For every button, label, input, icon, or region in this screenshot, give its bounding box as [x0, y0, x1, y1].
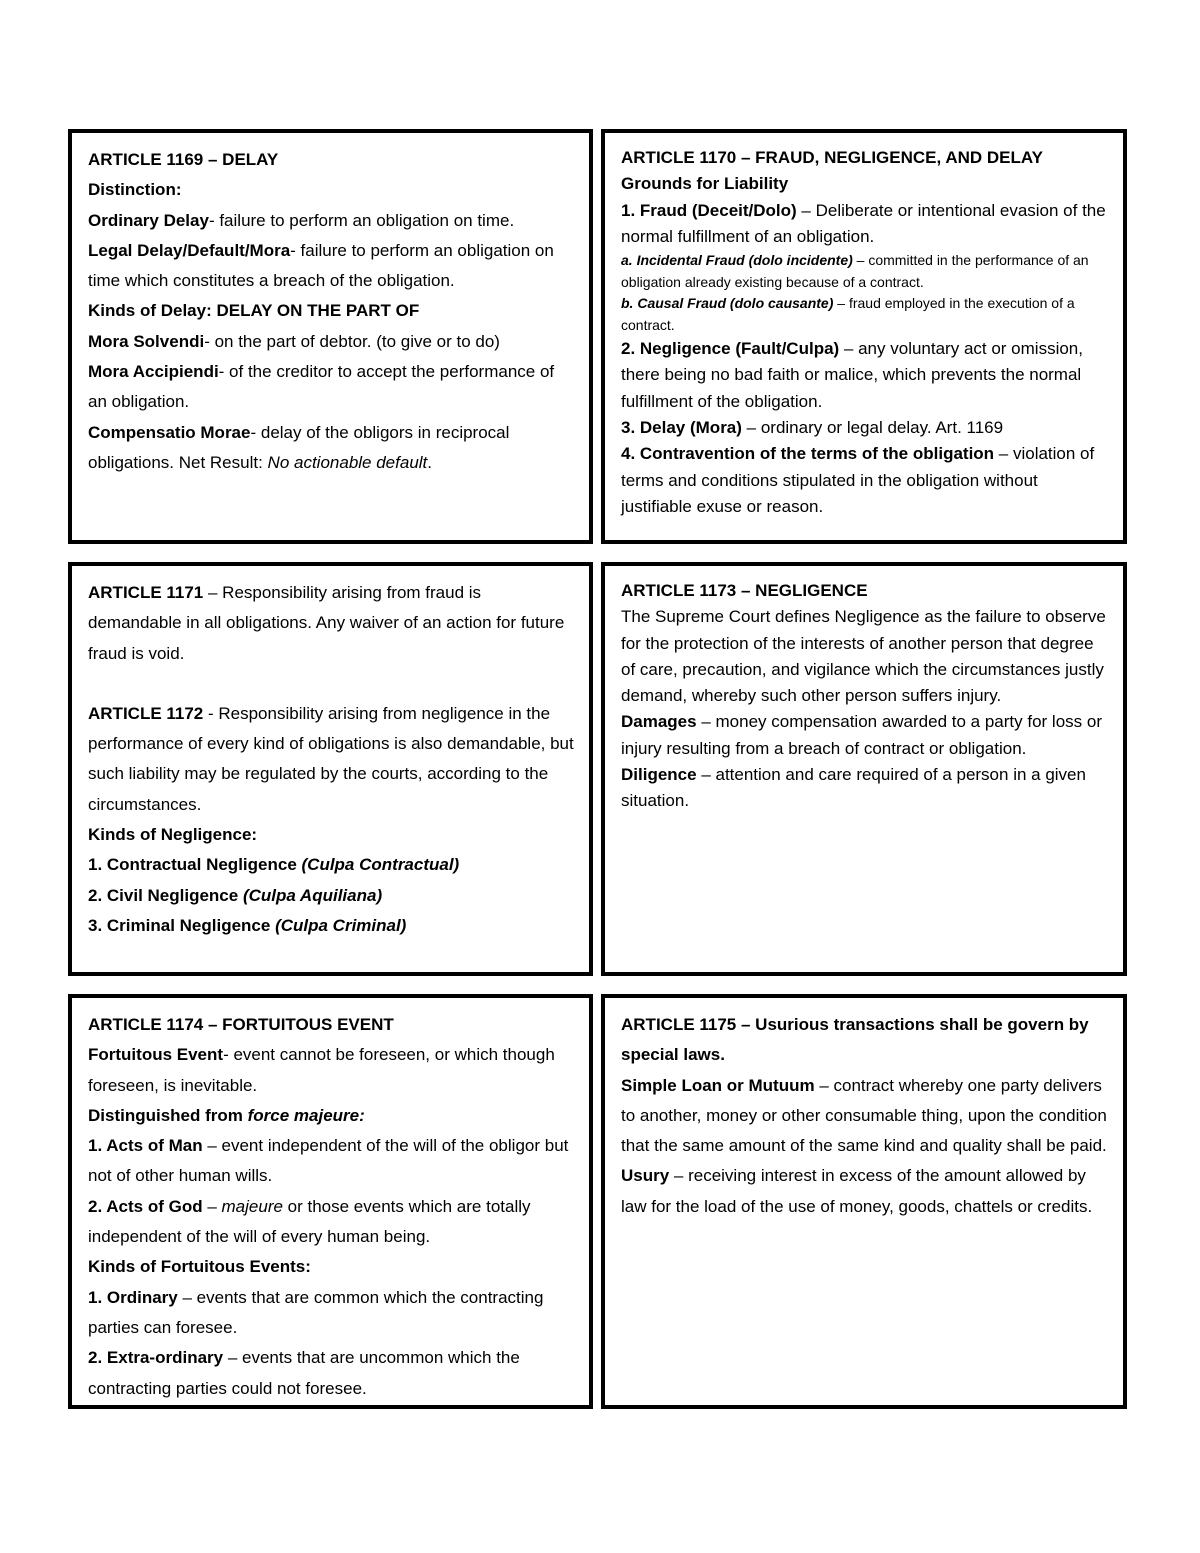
fortuitous-event-entry: Fortuitous Event- event cannot be foreseen, or which though foreseen, is inevitable. [88, 1045, 555, 1095]
causal-fraud-entry: b. Causal Fraud (dolo causante) – fraud employed in the execution of a contract. [621, 295, 1075, 333]
distinguished-label: Distinguished from force majeure: [88, 1105, 365, 1125]
contravention-entry: 4. Contravention of the terms of the obligation – violation of terms and conditions stipulated in the obligation without justifiable exuse or reason. [621, 444, 1095, 516]
usury-entry: Usury – receiving interest in excess of the amount allowed by law for the load of the use of money, goods, chattels or credits. [621, 1166, 1093, 1216]
spacer [88, 669, 575, 699]
legal-delay-entry: Legal Delay/Default/Mora- failure to perform an obligation on time which constitutes a breach of the obligation. [88, 240, 554, 291]
negligence-entry: 2. Negligence (Fault/Culpa) – any voluntary act or omission, there being no bad faith or malice, which prevents the normal fulfillment of the obligation. [621, 339, 1083, 411]
negligence-definition: The Supreme Court defines Negligence as the failure to observe for the protection of the interests of another person that degree of care, precaution, and vigilance which the circumstances justly demand, whereby such other person suffers injury. [621, 607, 1106, 706]
compensatio-morae-entry: Compensatio Morae- delay of the obligors in reciprocal obligations. Net Result: No actionable default. [88, 422, 510, 472]
article-1171-text: ARTICLE 1171 – Responsibility arising from fraud is demandable in all obligations. Any waiver of an action for future fraud is void. [88, 583, 565, 663]
article-1173-heading: ARTICLE 1173 – NEGLIGENCE [621, 581, 868, 600]
acts-of-man-entry: 1. Acts of Man – event independent of the will of the obligor but not of other human wills. [88, 1136, 569, 1186]
kinds-of-negligence-label: Kinds of Negligence: [88, 825, 258, 845]
criminal-negligence-item: 3. Criminal Negligence (Culpa Criminal) [88, 915, 407, 935]
civil-negligence-item: 2. Civil Negligence (Culpa Aquiliana) [88, 885, 383, 905]
acts-of-god-entry: 2. Acts of God – majeure or those events which are totally independent of the will of every human being. [88, 1196, 531, 1247]
contractual-negligence-item: 1. Contractual Negligence (Culpa Contractual) [88, 855, 460, 875]
delay-entry: 3. Delay (Mora) – ordinary or legal delay. Art. 1169 [621, 418, 1004, 438]
mutuum-entry: Simple Loan or Mutuum – contract whereby one party delivers to another, money or other consumable thing, upon the condition that the same amount of the same kind and quality shall be paid. [621, 1075, 1107, 1156]
article-1170-heading: ARTICLE 1170 – FRAUD, NEGLIGENCE, AND DELAY [621, 148, 1043, 167]
distinction-label: Distinction: [88, 180, 182, 200]
article-1169-heading: ARTICLE 1169 – DELAY [88, 150, 279, 169]
article-1169-card [68, 129, 593, 544]
grounds-label: Grounds for Liability [621, 174, 789, 194]
article-1172-text: ARTICLE 1172 - Responsibility arising from negligence in the performance of every kind of obligations is also demandable, but such liability may be regulated by the courts, according to the circumstances. [88, 703, 574, 814]
article-1170-card [601, 129, 1127, 544]
ordinary-event-entry: 1. Ordinary – events that are common which the contracting parties can foresee. [88, 1287, 544, 1337]
article-1174-card [68, 994, 593, 1409]
incidental-fraud-entry: a. Incidental Fraud (dolo incidente) – committed in the performance of an obligation already existing because of a contract. [621, 252, 1089, 290]
article-1174-heading: ARTICLE 1174 – FORTUITOUS EVENT [88, 1015, 394, 1034]
kinds-of-fortuitous-label: Kinds of Fortuitous Events: [88, 1257, 311, 1277]
article-1171-1172-card [68, 562, 593, 976]
ordinary-delay-entry: Ordinary Delay- failure to perform an obligation on time. [88, 210, 515, 230]
article-1175-card [601, 994, 1127, 1409]
fraud-entry: 1. Fraud (Deceit/Dolo) – Deliberate or intentional evasion of the normal fulfillment of an obligation. [621, 200, 1106, 246]
mora-accipiendi-entry: Mora Accipiendi- of the creditor to accept the performance of an obligation. [88, 362, 555, 412]
diligence-entry: Diligence – attention and care required of a person in a given situation. [621, 765, 1086, 811]
article-1175-heading: ARTICLE 1175 – Usurious transactions shall be govern by special laws. [621, 1015, 1089, 1065]
damages-entry: Damages – money compensation awarded to a party for loss or injury resulting from a breach of contract or obligation. [621, 712, 1102, 758]
article-1173-card [601, 562, 1127, 976]
kinds-of-delay-label: Kinds of Delay: DELAY ON THE PART OF [88, 301, 420, 321]
mora-solvendi-entry: Mora Solvendi- on the part of debtor. (to give or to do) [88, 331, 500, 351]
extraordinary-event-entry: 2. Extra-ordinary – events that are uncommon which the contracting parties could not foresee. [88, 1348, 520, 1398]
